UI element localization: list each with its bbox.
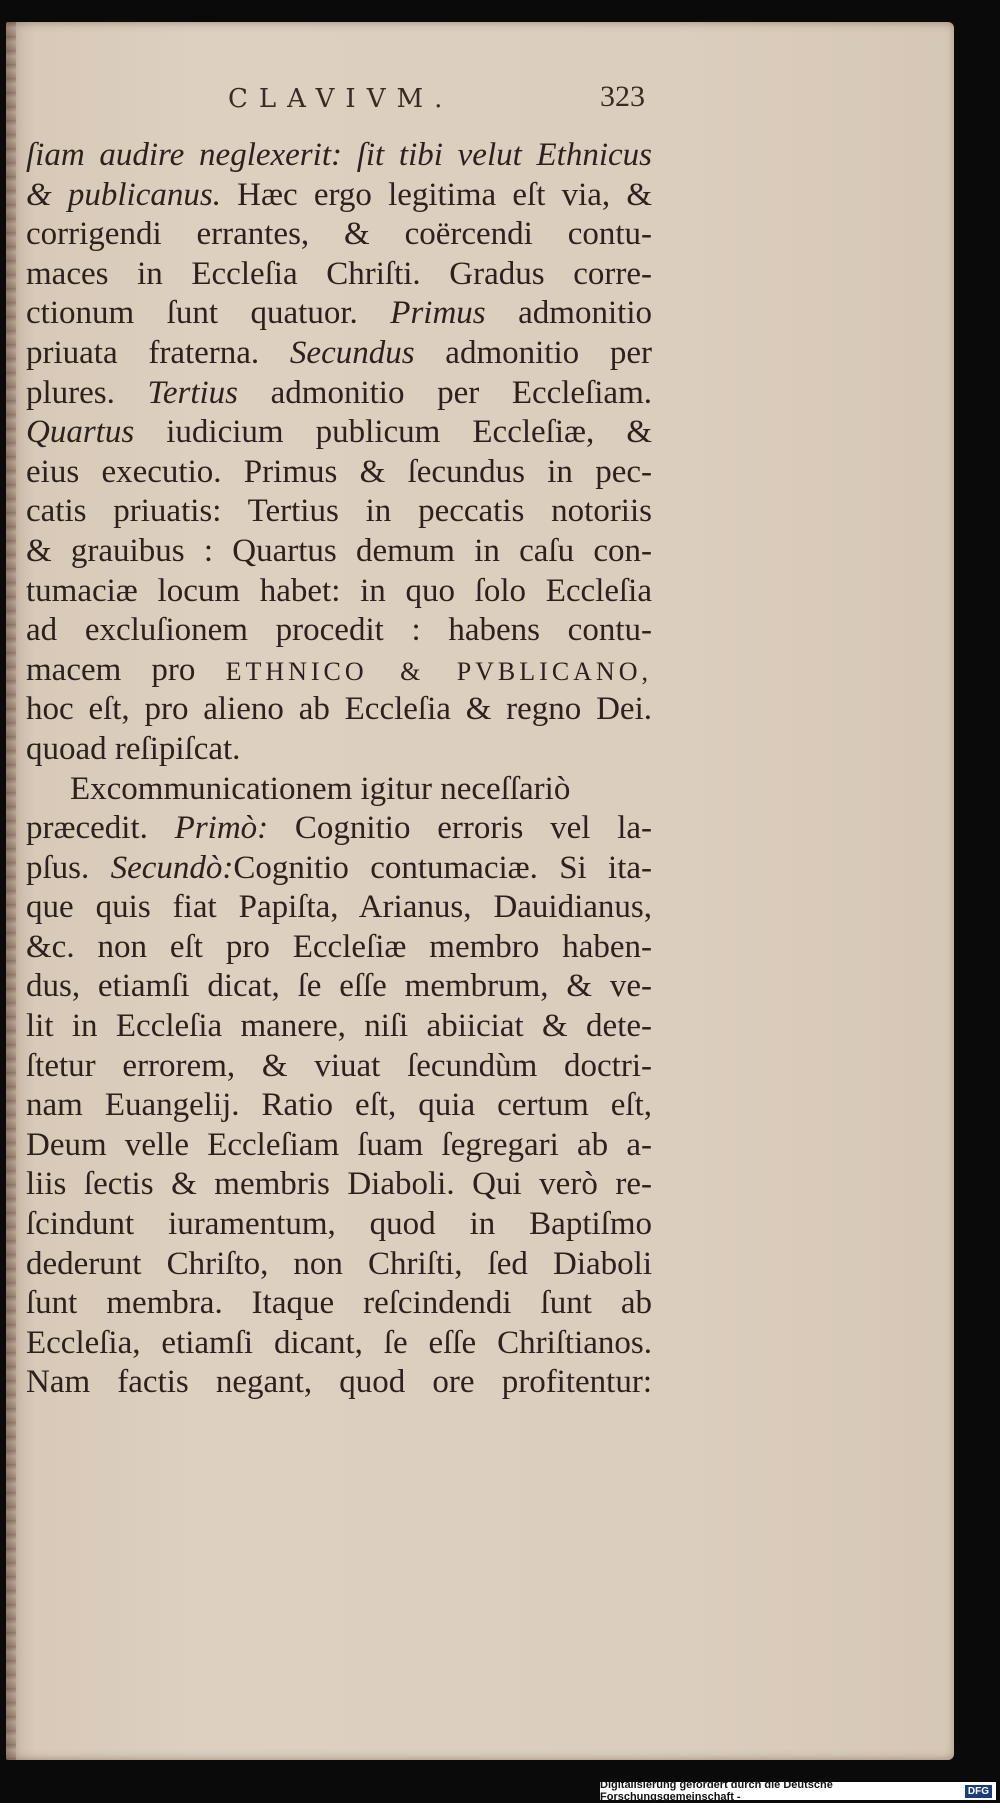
text-line — [26, 532, 652, 572]
body-text — [26, 136, 652, 1403]
italic-text: Primus — [390, 295, 486, 332]
text-line — [26, 492, 652, 532]
roman-text: Eccleſia, etiamſi dicant, ſe eſſe Chriſtianos. — [26, 1324, 652, 1361]
text-line — [26, 1363, 652, 1403]
italic-text: Primò: — [174, 810, 269, 847]
roman-text: ad excluſionem procedit : habens contu- — [26, 612, 652, 649]
text-line-content — [26, 928, 652, 968]
roman-text: admonitio per — [414, 334, 652, 371]
text-line — [26, 176, 652, 216]
text-line — [26, 1165, 652, 1205]
text-line-content — [26, 215, 652, 255]
text-line — [26, 690, 652, 730]
text-line — [26, 572, 652, 612]
text-line-content — [26, 572, 652, 612]
roman-text: dederunt Chriſto, non Chriſti, ſed Diaboli — [26, 1245, 652, 1282]
text-line — [26, 1205, 652, 1245]
text-line — [26, 1047, 652, 1087]
italic-text: Quartus — [26, 414, 135, 451]
text-line-content — [70, 770, 570, 810]
text-line-content — [26, 809, 652, 849]
text-line — [26, 651, 652, 691]
text-line-content — [26, 1205, 652, 1245]
roman-text: lit in Eccleſia manere, niſi abiiciat & dete- — [26, 1008, 652, 1045]
roman-text: corrigendi errantes, & coërcendi contu- — [26, 216, 652, 253]
text-line — [26, 1245, 652, 1285]
roman-text: eius executio. Primus & ſecundus in pec- — [26, 453, 652, 490]
text-line — [26, 334, 652, 374]
page-gutter-edge — [6, 22, 16, 1760]
italic-text: & publicanus. — [26, 176, 221, 213]
small-caps-text: ETHNICO & PVBLICANO, — [225, 656, 652, 686]
roman-text: ſcindunt iuramentum, quod in Baptiſmo — [26, 1206, 652, 1243]
italic-text: Tertius — [147, 374, 239, 411]
text-line-content — [26, 1165, 652, 1205]
roman-text: macem pro — [26, 651, 226, 688]
text-line-content — [26, 611, 652, 651]
text-line — [26, 215, 652, 255]
text-line-content — [26, 532, 652, 572]
text-line-content — [26, 374, 652, 414]
roman-text: Cognitio erroris vel la- — [268, 810, 652, 847]
text-line-content — [26, 1126, 652, 1166]
roman-text: iudicium publicum Eccleſiæ, & — [134, 414, 652, 451]
roman-text: liis ſectis & membris Diaboli. Qui verò re- — [26, 1166, 652, 1203]
text-line — [26, 928, 652, 968]
roman-text: &c. non eſt pro Eccleſiæ membro haben- — [26, 928, 652, 965]
text-line-content — [26, 690, 652, 730]
italic-text: Secundus — [289, 334, 415, 371]
text-line-content — [26, 1363, 652, 1403]
text-line — [26, 809, 652, 849]
text-line — [26, 849, 652, 889]
text-line-content — [26, 492, 652, 532]
text-line-content — [26, 849, 652, 889]
text-line — [26, 255, 652, 295]
digitization-footer — [600, 1779, 996, 1803]
text-line — [26, 967, 652, 1007]
dfg-logo: DFG — [965, 1785, 992, 1798]
text-line-content — [26, 730, 240, 770]
text-line-content — [26, 967, 652, 1007]
roman-text: maces in Eccleſia Chriſti. Gradus corre- — [26, 255, 652, 292]
roman-text: que quis fiat Papiſta, Arianus, Dauidianus, — [26, 889, 652, 926]
text-line — [26, 453, 652, 493]
roman-text: plures. — [26, 374, 148, 411]
text-line-content — [26, 1324, 652, 1364]
italic-text: Secundò: — [110, 849, 234, 886]
text-line-content — [26, 651, 652, 691]
text-line-content — [26, 888, 652, 928]
roman-text: priuata fraterna. — [26, 334, 290, 371]
text-line — [26, 1126, 652, 1166]
roman-text: & grauibus : Quartus demum in caſu con- — [26, 532, 652, 569]
text-line-content — [26, 1284, 652, 1324]
text-line-content — [26, 413, 652, 453]
roman-text: admonitio — [485, 295, 652, 332]
roman-text: nam Euangelij. Ratio eſt, quia certum eſt, — [26, 1087, 652, 1124]
text-line-content — [26, 453, 652, 493]
italic-text: ſiam audire neglexerit: ſit tibi velut Ethnicus — [26, 137, 652, 173]
text-line-content — [26, 1086, 652, 1126]
text-line-content — [26, 294, 652, 334]
text-line — [26, 770, 652, 810]
roman-text: hoc eſt, pro alieno ab Eccleſia & regno Dei. — [26, 691, 652, 728]
roman-text: ſunt membra. Itaque reſcindendi ſunt ab — [26, 1285, 652, 1322]
text-line-content — [26, 334, 652, 374]
text-line — [26, 730, 652, 770]
roman-text: Excommunicationem igitur neceſſariò — [70, 770, 571, 807]
roman-text: Nam factis negant, quod ore profitentur: — [26, 1364, 652, 1401]
text-line-content — [26, 1007, 652, 1047]
roman-text: catis priuatis: Tertius in peccatis notoriis — [26, 493, 652, 530]
text-line — [26, 136, 652, 176]
page-header — [0, 80, 1000, 124]
text-line-content — [26, 1245, 652, 1285]
text-line — [26, 294, 652, 334]
text-line — [26, 611, 652, 651]
text-line — [26, 1007, 652, 1047]
text-line-content — [26, 176, 652, 216]
roman-text: tumaciæ locum habet: in quo ſolo Eccleſia — [26, 572, 652, 609]
roman-text: quoad reſipiſcat. — [26, 730, 241, 767]
roman-text: Cognitio contumaciæ. Si ita- — [233, 849, 653, 886]
footer-credit-text: Digitalisierung gefördert durch die Deutsche Forschungsgemeinschaft - — [600, 1779, 833, 1803]
roman-text: Deum velle Eccleſiam ſuam ſegregari ab a- — [26, 1126, 652, 1163]
roman-text: præcedit. — [26, 810, 175, 847]
text-line — [26, 413, 652, 453]
text-line — [26, 1284, 652, 1324]
roman-text: pſus. — [26, 849, 111, 886]
text-line-content — [26, 136, 652, 176]
text-line — [26, 1324, 652, 1364]
page-number: 323 — [600, 80, 645, 113]
text-line — [26, 888, 652, 928]
text-line-content — [26, 1047, 652, 1087]
text-line — [26, 1086, 652, 1126]
running-title: CLAVIVM. — [228, 84, 454, 114]
roman-text: Hæc ergo legitima eſt via, & — [220, 176, 653, 213]
roman-text: dus, etiamſi dicat, ſe eſſe membrum, & ve- — [26, 968, 652, 1005]
text-line — [26, 374, 652, 414]
roman-text: admonitio per Eccleſiam. — [238, 374, 652, 411]
text-line-content — [26, 255, 652, 295]
roman-text: ctionum ſunt quatuor. — [26, 295, 391, 332]
roman-text: ſtetur errorem, & viuat ſecundùm doctri- — [26, 1047, 652, 1084]
